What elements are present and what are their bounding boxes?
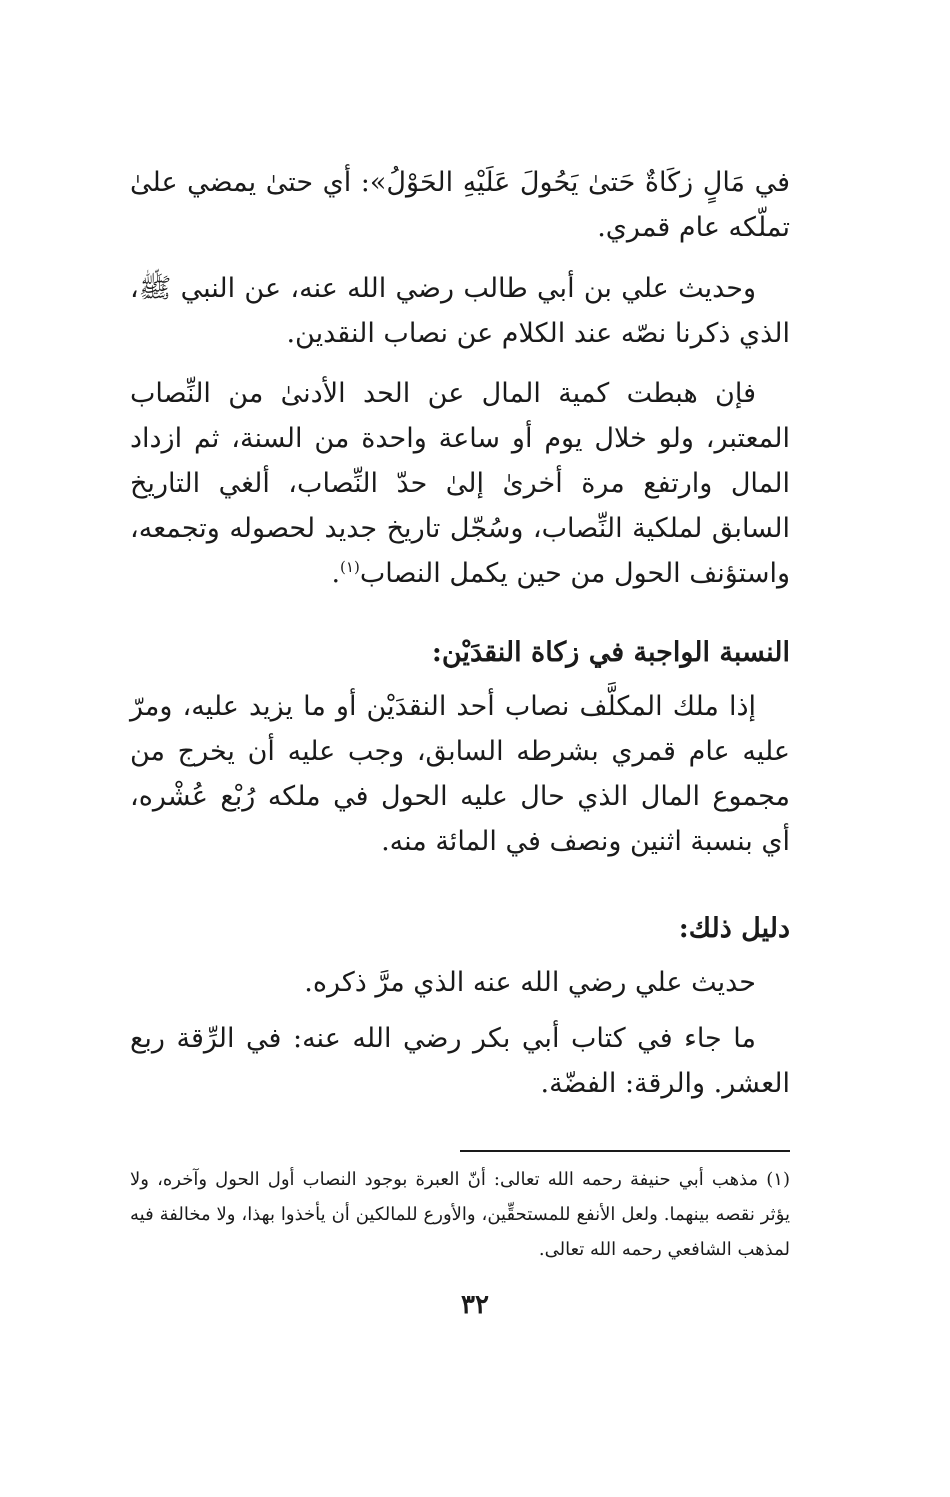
paragraph-3-end: . [331,558,341,589]
paragraph-2-block [130,266,790,356]
page-number: ٣٢ [461,1290,489,1320]
footnotes-section [130,1162,790,1267]
paragraph-3-block [130,371,790,596]
paragraph-1-block [130,160,790,250]
footnote-reference-1[interactable]: (١) [340,558,360,576]
paragraph-4: إذا ملك المكلَّف نصاب أحد النقدَيْن أو ما يزيد عليه، ومرّ عليه عام قمري بشرطه السابق، وجب عليه أن يخرج من مجموع المال الذي حال عليه الحول في ملكه رُبْع عُشْره، أي بنسبة اثنين ونصف في المائة منه. [130,691,790,857]
footnote-1: (١) مذهب أبي حنيفة رحمه الله تعالى: أنّ العبرة بوجود النصاب أول الحول وآخره، ولا يؤثر نقصه بينهما. ولعل الأنفع للمستحقِّين، والأورع للمالكين أن يأخذوا بهذا، ولا مخالفة فيه لمذهب الشافعي رحمه الله تعالى. [130,1169,790,1260]
paragraph-5-block [130,960,790,1005]
section-heading-evidence: دليل ذلك: [678,913,790,944]
paragraph-3 [130,371,790,596]
paragraph-2: وحديث علي بن أبي طالب رضي الله عنه، عن النبي ﷺ، الذي ذكرنا نصّه عند الكلام عن نصاب النقدين. [130,273,790,349]
paragraph-1: في مَالٍ زكَاةٌ حَتىٰ يَحُولَ عَلَيْهِ الحَوْلُ»: أي حتىٰ يمضي علىٰ تملّكه عام قمري. [130,167,790,243]
heading-2-block [130,906,790,951]
heading-1-block [130,630,790,675]
paragraph-6-block [130,1016,790,1106]
paragraph-4-block [130,684,790,864]
paragraph-6: ما جاء في كتاب أبي بكر رضي الله عنه: في الرِّقة ربع العشر. والرقة: الفضّة. [130,1023,790,1099]
paragraph-3-text: فإن هبطت كمية المال عن الحد الأدنىٰ من النِّصاب المعتبر، ولو خلال يوم أو ساعة واحدة من السنة، ثم ازداد المال وارتفع مرة أخرىٰ إلىٰ حدّ النِّصاب، ألغي التاريخ السابق لملكية النِّصاب، وسُجّل تاريخ جديد لحصوله وتجمعه، واستؤنف الحول من حين يكمل النصاب [130,378,790,589]
section-heading-zakat-rate: النسبة الواجبة في زكاة النقدَيْن: [431,637,790,668]
paragraph-5: حديث علي رضي الله عنه الذي مرَّ ذكره. [304,967,756,998]
footnote-divider [460,1150,790,1152]
